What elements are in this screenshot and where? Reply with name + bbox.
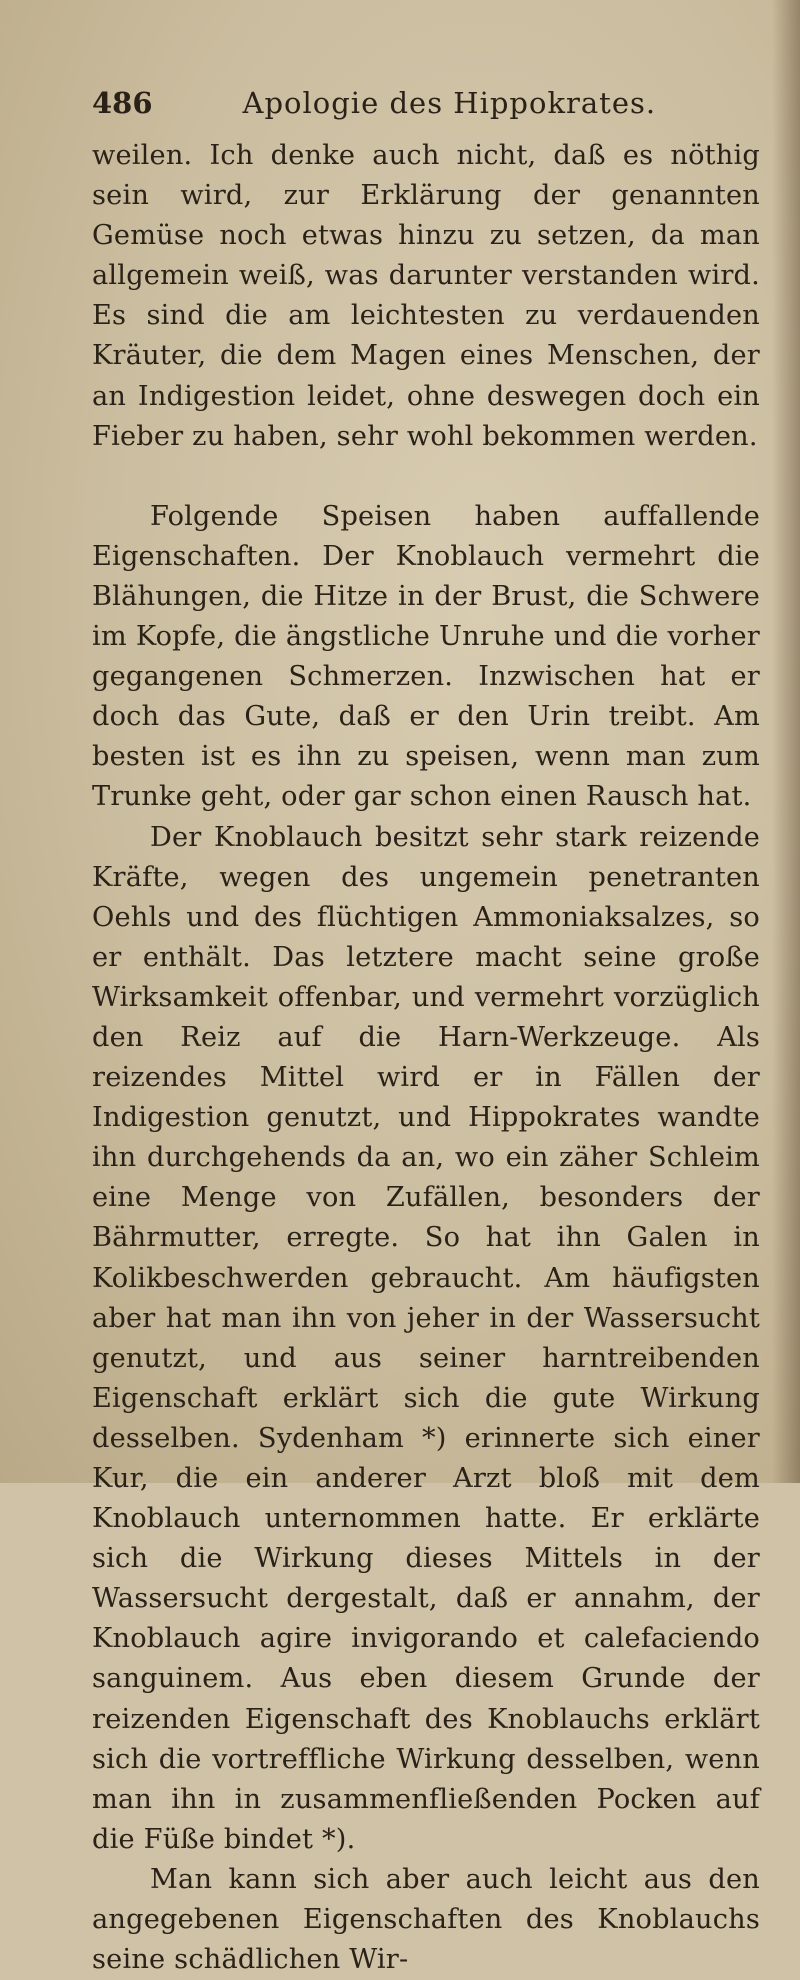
page-number: 486 <box>92 86 153 120</box>
paragraph-spacer <box>92 457 760 497</box>
page-header <box>92 86 760 126</box>
page-edge-shadow <box>772 0 800 1483</box>
paragraph-knoblauch-kraefte: Der Knoblauch besitzt sehr stark reizende Kräfte, wegen des ungemein penetranten Oehls und des flüchtigen Ammoniaksalzes, so er enthält. Das letztere macht seine große Wirksamkeit offenbar, und vermehrt vorzüglich den Reiz auf die Harn-Werkzeuge. Als reizendes Mittel wird er in Fällen der Indigestion genutzt, und Hippokrates wandte ihn durchgehends da an, wo ein zäher Schleim eine Menge von Zufällen, besonders der Bährmutter, erregte. So hat ihn Galen in Kolikbeschwerden gebraucht. Am häufigsten aber hat man ihn von jeher in der Wassersucht genutzt, und aus seiner harntreibenden Eigenschaft erklärt sich die gute Wirkung desselben. Sydenham *) erinnerte sich einer Kur, die ein anderer Arzt bloß mit dem Knoblauch unternommen hatte. Er erklärte sich die Wirkung dieses Mittels in der Wassersucht dergestalt, daß er annahm, der Knoblauch agire invigorando et calefaciendo sanguinem. Aus eben diesem Grunde der reizenden Eigenschaft des Knoblauchs erklärt sich die vortreffliche Wirkung desselben, wenn man ihn in zusammenfließenden Pocken auf die Füße bindet *). <box>92 821 760 1855</box>
paragraph-folgende-speisen: Folgende Speisen haben auffallende Eigenschaften. Der Knoblauch vermehrt die Blähungen, die Hitze in der Brust, die Schwere im Kopfe, die ängstliche Unruhe und die vorher gegangenen Schmerzen. Inzwischen hat er doch das Gute, daß er den Urin treibt. Am besten ist es ihn zu speisen, wenn man zum Trunke geht, oder gar schon einen Rausch hat. <box>92 500 760 813</box>
paragraph-schaedliche-wirkungen: Man kann sich aber auch leicht aus den angegebenen Eigenschaften des Knoblauchs seine schädlichen Wir- <box>92 1863 760 1976</box>
paragraph-continuation: weilen. Ich denke auch nicht, daß es nöthig sein wird, zur Erklärung der genannten Gemüse noch etwas hinzu zu setzen, da man allgemein weiß, was darunter verstanden wird. Es sind die am leichtesten zu verdauenden Kräuter, die dem Magen eines Menschen, der an Indigestion leidet, ohne deswegen doch ein Fieber zu haben, sehr wohl bekommen werden. <box>92 140 760 452</box>
running-title: Apologie des Hippokrates. <box>242 86 657 120</box>
